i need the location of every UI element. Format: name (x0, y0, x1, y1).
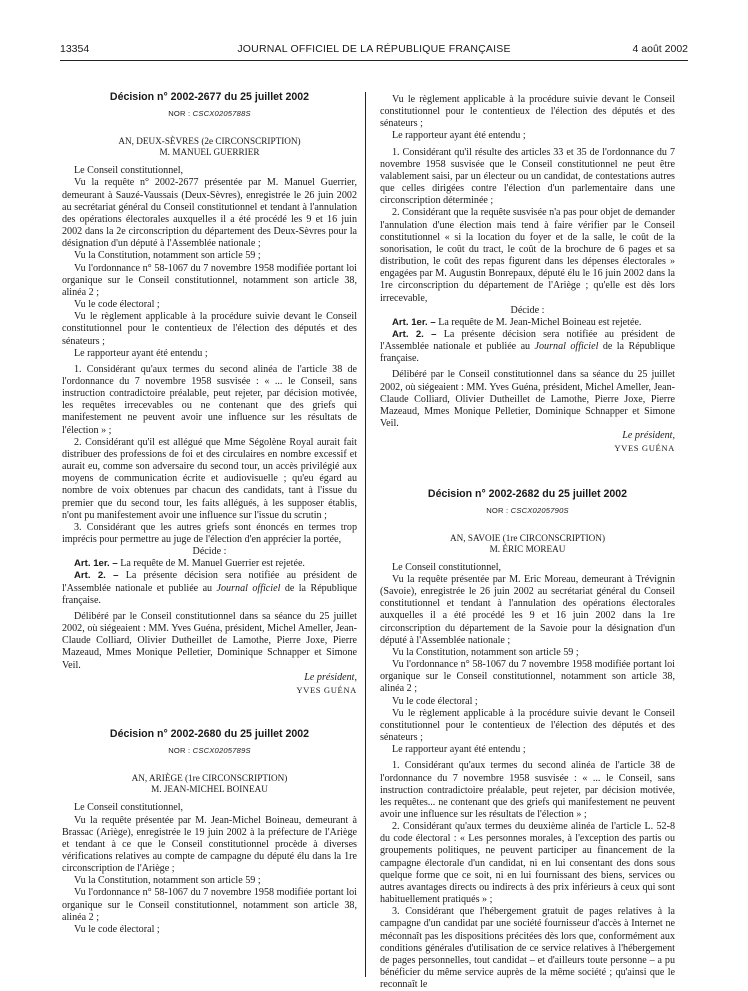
article-label: Art. 1er. – (392, 316, 436, 328)
article-2 (380, 329, 675, 365)
article-1 (380, 317, 675, 329)
paragraph: Vu l'ordonnance n° 58-1067 du 7 novembre 1958 modifiée portant loi organique sur le Conseil constitutionnel, notamment son article 38, alinéa 2 ; (62, 262, 357, 298)
candidate-name: M. JEAN-MICHEL BOINEAU (151, 784, 268, 795)
paragraph: Vu le code électoral ; (74, 299, 160, 311)
paragraph: Le rapporteur ayant été entendu ; (74, 347, 208, 359)
article-text: La présente décision sera notifiée au président de l'Assemblée nationale et publiée au (62, 570, 357, 594)
nor-code: CSCX0205788S (192, 109, 251, 119)
paragraph: Vu la requête présentée par M. Eric Moreau, demeurant à Trévignin (Savoie), enregistrée le 26 juin 2002 au secrétariat général du Conseil constitutionnel et tendant à l'annulation des opérations électorales auxquelles il a été procédé les 9 et 16 juin 2002 dans la 1re circonscription du département de la Savoie pour la désignation d'un député à l'Assemblée nationale ; (380, 574, 675, 646)
column-divider (365, 92, 366, 977)
nor-label: NOR : (486, 505, 509, 515)
considerant: 1. Considérant qu'aux termes du second alinéa de l'article 38 de l'ordonnance du 7 novembre 1958 susvisée : « ... le Conseil, sans instruction contradictoire préalable, peut rejeter, par décision motivée, les requêtes irrecevables ou ne contenant que des griefs qui manifestement ne peuvent avoir une influence sur les résultats de l'élection » ; (62, 363, 357, 436)
decision-2680-continued (380, 94, 675, 455)
nor-reference (380, 505, 675, 517)
decision-2682 (380, 488, 675, 991)
signature-name: YVES GUÉNA (614, 443, 675, 454)
left-column (62, 91, 357, 936)
header-rule (60, 60, 688, 61)
paragraph: Vu l'ordonnance n° 58-1067 du 7 novembre 1958 modifiée portant loi organique sur le Conseil constitutionnel, notamment son article 38, alinéa 2 ; (380, 659, 675, 695)
paragraph: Vu l'ordonnance n° 58-1067 du 7 novembre 1958 modifiée portant loi organique sur le Conseil constitutionnel, notamment son article 38, alinéa 2 ; (62, 887, 357, 923)
journal-reference: Journal officiel (534, 341, 599, 353)
article-text: de la République française. (62, 582, 357, 606)
paragraph: Vu le règlement applicable à la procédure suivie devant le Conseil constitutionnel pour le contentieux de l'élection des députés et des sénateurs ; (380, 94, 675, 130)
considerant: 3. Considérant que l'hébergement gratuit de pages relatives à la campagne d'un candidat par une société fournisseur d'accès à Internet ne méconnaît pas les dispositions précitées dès lors que, conformément aux conditions générales d'utilisation de ce service relatives à l'hébergement de pages personnelles, tout candidat – et d'ailleurs toute personne – a pu bénéficier du même service auprès de la même société ; qu'ainsi que le reconnaît le (380, 906, 675, 991)
considerant: 2. Considérant qu'aux termes du deuxième alinéa de l'article L. 52-8 du code électoral : « Les personnes morales, à l'exception des partis ou groupements politiques, ne peuvent participer au financement de la campagne électorale d'un candidat, ni en lui consentant des dons sous quelque forme que ce soit, ni en lui fournissant des biens, services ou autres avantages directs ou indirects à des prix inférieurs à ceux qui sont habituellement pratiqués » ; (380, 821, 675, 906)
decision-title: Décision n° 2002-2677 du 25 juillet 2002 (109, 91, 310, 103)
paragraph: Vu le code électoral ; (74, 923, 160, 935)
nor-code: CSCX0205790S (510, 505, 569, 515)
journal-title: JOURNAL OFFICIEL DE LA RÉPUBLIQUE FRANÇAISE (237, 43, 511, 55)
page-header (60, 43, 688, 59)
signature-title: Le président, (622, 430, 675, 442)
considerant: 3. Considérant que les autres griefs sont énoncés en termes trop imprécis pour permettre au juge de l'élection d'en apprécier la portée, (62, 521, 357, 545)
right-column (380, 94, 675, 991)
decide-heading: Décide : (192, 546, 227, 558)
article-1 (62, 558, 357, 570)
article-text: de la République française. (380, 341, 675, 365)
signature-title: Le président, (304, 671, 357, 683)
paragraph: Vu la Constitution, notamment son article 59 ; (392, 646, 579, 658)
paragraph: Le Conseil constitutionnel, (74, 165, 184, 177)
paragraph: Vu la requête n° 2002-2677 présentée par M. Manuel Guerrier, demeurant à Sauzé-Vaussais (Deux-Sèvres), enregistrée le 26 juin 2002 au secrétariat général du Conseil constitutionnel et tendant à l'annulation des opérations électorales auxquelles il a été procédé les 9 et 16 juin 2002 dans la 2e circonscription du département des Deux-Sèvres pour la désignation d'un député à l'Assemblée nationale ; (62, 177, 357, 250)
paragraph: Vu le règlement applicable à la procédure suivie devant le Conseil constitutionnel pour le contentieux de l'élection des députés et des sénateurs ; (62, 311, 357, 347)
paragraph: Vu le code électoral ; (392, 695, 478, 707)
nor-label: NOR : (168, 109, 191, 119)
deliberation: Délibéré par le Conseil constitutionnel dans sa séance du 25 juillet 2002, où siégeaient : MM. Yves Guéna, président, Michel Ameller, Jean-Claude Colliard, Olivier Dutheillet de Lamothe, Pierre Joxe, Pierre Mazeaud, Mmes Monique Pelletier, Dominique Schnapper et Simone Veil. (380, 369, 675, 430)
paragraph: Le rapporteur ayant été entendu ; (392, 744, 526, 756)
candidate-name: M. MANUEL GUERRIER (159, 147, 260, 158)
decision-2677 (62, 91, 357, 696)
signature-name: YVES GUÉNA (296, 684, 357, 695)
circonscription (380, 533, 675, 555)
paragraph: Le rapporteur ayant été entendu ; (392, 130, 526, 142)
paragraph: Vu la requête présentée par M. Jean-Michel Boineau, demeurant à Brassac (Ariège), enregistrée le 19 juin 2002 à la préfecture de l'Ariège et tendant à ce que le Conseil constitutionnel procède à diverses vérifications relatives au compte de campagne du député élu dans la 1re circonscription de l'Ariège ; (62, 814, 357, 875)
article-label: Art. 2. – (74, 570, 119, 582)
article-text: La présente décision sera notifiée au président de l'Assemblée nationale et publiée au (380, 328, 675, 353)
decision-2680 (62, 728, 357, 936)
paragraph: Vu la Constitution, notamment son article 59 ; (74, 875, 261, 887)
nor-reference (62, 108, 357, 120)
paragraph: Le Conseil constitutionnel, (74, 802, 184, 814)
paragraph: Vu la Constitution, notamment son article 59 ; (74, 250, 261, 262)
journal-reference: Journal officiel (216, 582, 281, 594)
nor-reference (62, 745, 357, 757)
considerant: 1. Considérant qu'aux termes du second alinéa de l'article 38 de l'ordonnance du 7 novembre 1958 susvisée : « ... le Conseil, sans instruction contradictoire préalable, peut rejeter, par décision motivée, les requêtes... ne contenant que des griefs qui manifestement ne peuvent avoir une influence sur les résultats de l'élection » ; (380, 760, 675, 820)
deliberation: Délibéré par le Conseil constitutionnel dans sa séance du 25 juillet 2002, où siégeaient : MM. Yves Guéna, président, Michel Ameller, Jean-Claude Colliard, Olivier Dutheillet de Lamothe, Pierre Joxe, Pierre Mazeaud, Mmes Monique Pelletier, Dominique Schnapper et Simone Veil. (62, 610, 357, 671)
considerant: 1. Considérant qu'il résulte des articles 33 et 35 de l'ordonnance du 7 novembre 1958 susvisée que le Conseil constitutionnel ne peut être valablement saisi, par un électeur ou un candidat, de contestations autres que celles dirigées contre l'élection d'un parlementaire dans une circonscription déterminée ; (380, 146, 675, 207)
circonscription-name: AN, SAVOIE (1re CIRCONSCRIPTION) (450, 532, 605, 543)
decision-title: Décision n° 2002-2680 du 25 juillet 2002 (109, 728, 310, 741)
paragraph: Vu le règlement applicable à la procédure suivie devant le Conseil constitutionnel pour le contentieux de l'élection des députés et des sénateurs ; (380, 707, 675, 744)
decide-heading: Décide : (510, 304, 545, 316)
nor-label: NOR : (168, 746, 191, 756)
article-label: Art. 1er. – (74, 558, 118, 570)
issue-date: 4 août 2002 (632, 43, 688, 55)
decision-title: Décision n° 2002-2682 du 25 juillet 2002 (427, 487, 628, 500)
page-number: 13354 (60, 43, 90, 55)
circonscription-name: AN, ARIÈGE (1re CIRCONSCRIPTION) (131, 773, 288, 784)
article-text: La requête de M. Manuel Guerrier est rejetée. (120, 558, 305, 570)
paragraph: Le Conseil constitutionnel, (392, 561, 502, 573)
article-2 (62, 570, 357, 606)
considerant: 2. Considérant que la requête susvisée n'a pas pour objet de demander l'annulation d'une élection mais tend à faire vérifier par le Conseil constitutionnel « si la location du foyer et de la salle, le coût de la sonorisation, le coût du tract, le coût de la brochure de 6 pages et sa distribution, le coût des repas figurent dans les dépenses électorales » engagées par M. Augustin Bonrepaux, député élu le 16 juin 2002 dans la 1re circonscription du département de l'Ariège ; qu'elle est dès lors irrecevable, (380, 207, 675, 304)
circonscription-name: AN, DEUX-SÈVRES (2e CIRCONSCRIPTION) (118, 136, 301, 147)
article-text: La requête de M. Jean-Michel Boineau est rejetée. (438, 316, 642, 328)
circonscription (62, 136, 357, 158)
circonscription (62, 773, 357, 795)
article-label: Art. 2. – (392, 328, 437, 340)
nor-code: CSCX0205789S (192, 746, 251, 756)
candidate-name: M. ÉRIC MOREAU (489, 543, 566, 554)
considerant: 2. Considérant qu'il est allégué que Mme Ségolène Royal aurait fait distribuer des professions de foi et des circulaires en nombre excessif et aurait eu, comme son adversaire du second tour, un accès privilégié aux moyens de communication écrite et audiovisuelle ; qu'eu égard au nombre de voix obtenues par chacun des candidats, tant à l'issue du premier que du second tour, les faits allégués, à les supposer établis, n'ont pu manifestement avoir une influence sur l'issue du scrutin ; (62, 436, 357, 521)
